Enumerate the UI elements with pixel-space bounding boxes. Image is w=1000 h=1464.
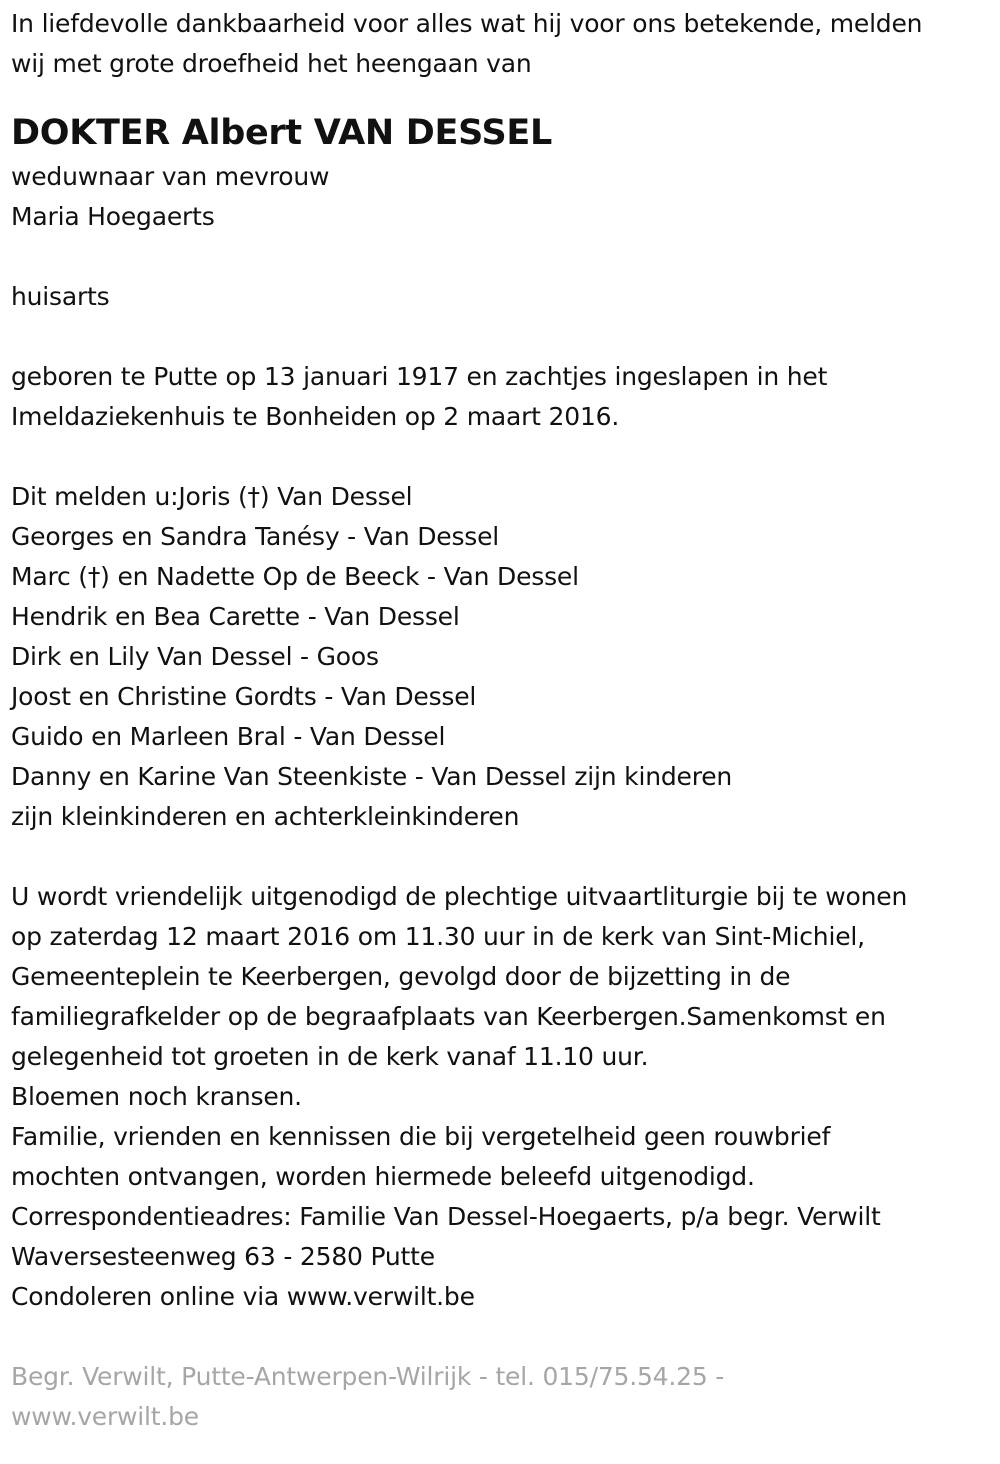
ceremony-details <box>11 877 996 1317</box>
funeral-home-footer <box>11 1357 996 1437</box>
obituary-notice <box>11 0 996 1437</box>
profession: huisarts <box>11 282 110 311</box>
text-line: Waversesteenweg 63 - 2580 Putte <box>11 1242 435 1271</box>
text-line: Maria Hoegaerts <box>11 202 215 231</box>
family-line: Georges en Sandra Tanésy - Van Dessel <box>11 522 500 551</box>
family-list <box>11 477 996 837</box>
text-line: geboren te Putte op 13 januari 1917 en zachtjes ingeslapen in het <box>11 362 828 391</box>
family-line: Marc (†) en Nadette Op de Beeck - Van Dessel <box>11 562 579 591</box>
family-line: Danny en Karine Van Steenkiste - Van Dessel zijn kinderen <box>11 762 733 791</box>
spacer <box>11 437 996 477</box>
text-line: Gemeenteplein te Keerbergen, gevolgd door de bijzetting in de <box>11 962 791 991</box>
text-line: mochten ontvangen, worden hiermede beleefd uitgenodigd. <box>11 1162 755 1191</box>
text-line: wij met grote droefheid het heengaan van <box>11 49 532 78</box>
family-line: Joost en Christine Gordts - Van Dessel <box>11 682 477 711</box>
text-line: U wordt vriendelijk uitgenodigd de plechtige uitvaartliturgie bij te wonen <box>11 882 908 911</box>
family-line: zijn kleinkinderen en achterkleinkinderen <box>11 802 520 831</box>
text-line: Correspondentieadres: Familie Van Dessel-Hoegaerts, p/a begr. Verwilt <box>11 1202 881 1231</box>
text-line: gelegenheid tot groeten in de kerk vanaf 11.10 uur. <box>11 1042 649 1071</box>
footer-line: Begr. Verwilt, Putte-Antwerpen-Wilrijk - tel. 015/75.54.25 - <box>11 1362 725 1391</box>
spacer <box>11 317 996 357</box>
text-line: Condoleren online via www.verwilt.be <box>11 1282 475 1311</box>
text-line: Imeldaziekenhuis te Bonheiden op 2 maart 2016. <box>11 402 620 431</box>
text-line: weduwnaar van mevrouw <box>11 162 330 191</box>
spacer <box>11 237 996 277</box>
spouse-info <box>11 157 996 237</box>
footer-link[interactable]: www.verwilt.be <box>11 1402 199 1431</box>
spacer <box>11 837 996 877</box>
deceased-name: DOKTER Albert VAN DESSEL <box>11 113 552 153</box>
life-dates <box>11 357 996 437</box>
family-line: Guido en Marleen Bral - Van Dessel <box>11 722 446 751</box>
text-line: Familie, vrienden en kennissen die bij vergetelheid geen rouwbrief <box>11 1122 831 1151</box>
family-line: Hendrik en Bea Carette - Van Dessel <box>11 602 460 631</box>
intro-paragraph <box>11 4 996 84</box>
family-line: Dirk en Lily Van Dessel - Goos <box>11 642 379 671</box>
text-line: familiegrafkelder op de begraafplaats van Keerbergen.Samenkomst en <box>11 1002 886 1031</box>
family-line: Dit melden u:Joris (†) Van Dessel <box>11 482 413 511</box>
text-line: Bloemen noch kransen. <box>11 1082 302 1111</box>
text-line: op zaterdag 12 maart 2016 om 11.30 uur in de kerk van Sint-Michiel, <box>11 922 865 951</box>
text-line: In liefdevolle dankbaarheid voor alles wat hij voor ons betekende, melden <box>11 9 923 38</box>
